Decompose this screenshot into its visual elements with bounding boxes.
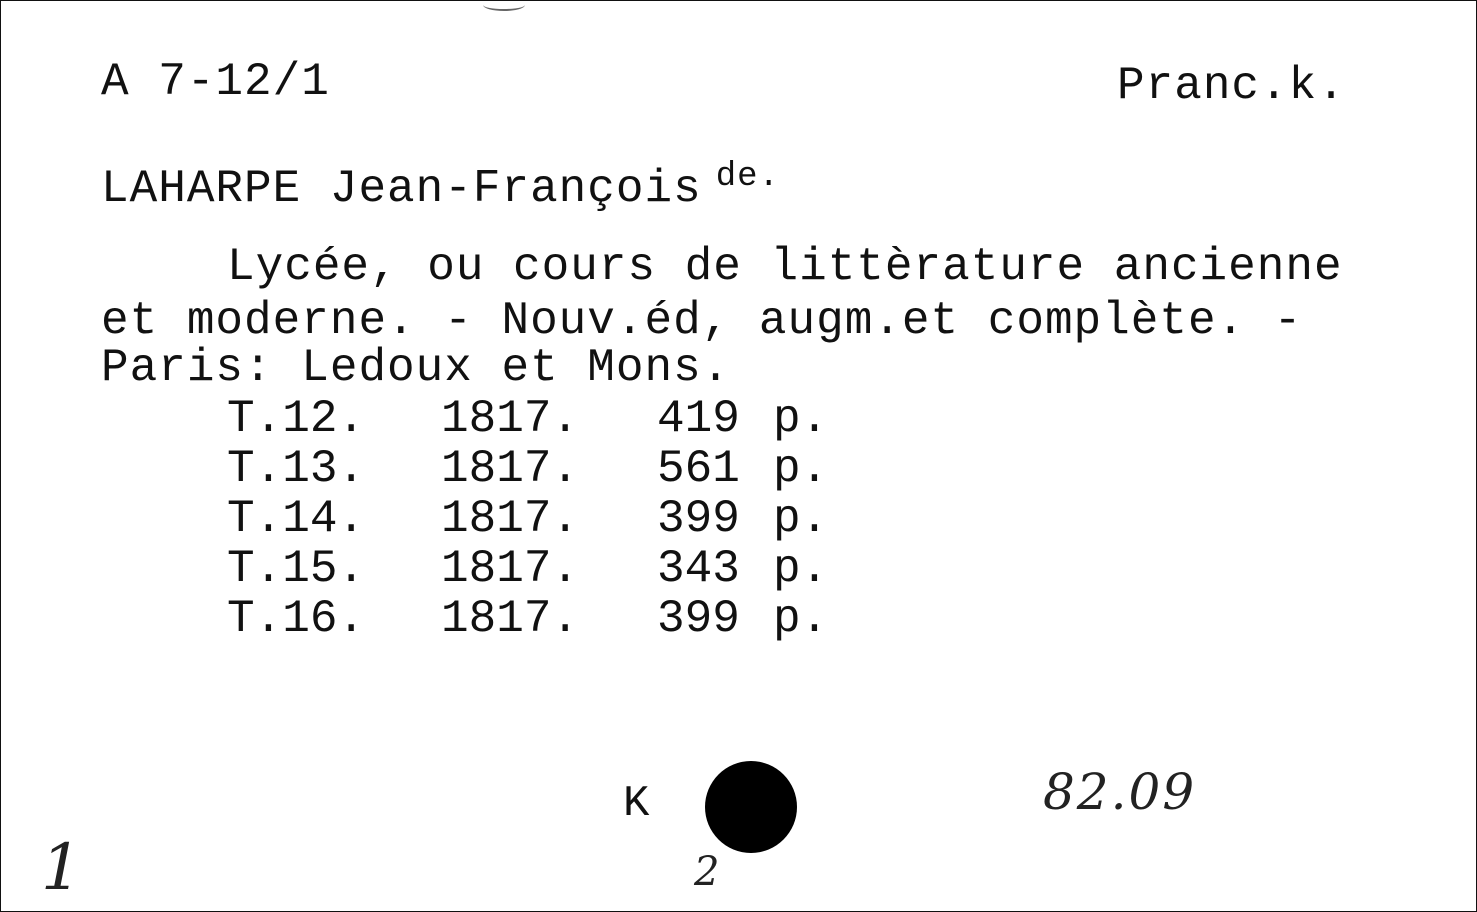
volume-pages: 399 bbox=[657, 493, 740, 545]
volume-unit: p. bbox=[773, 543, 829, 595]
title-line-1: Lycée, ou cours de littèrature ancienne bbox=[227, 241, 1343, 293]
handwritten-two: 2 bbox=[694, 849, 720, 895]
letter-mark: K bbox=[623, 779, 651, 829]
volume-tome: T.12. bbox=[227, 393, 366, 445]
volume-year: 1817. bbox=[441, 443, 580, 495]
author-heading bbox=[101, 158, 780, 215]
volume-tome: T.15. bbox=[227, 543, 366, 595]
author-name: LAHARPE Jean-François bbox=[101, 163, 702, 215]
punch-hole bbox=[705, 761, 797, 853]
volume-pages: 419 bbox=[657, 393, 740, 445]
volume-unit: p. bbox=[773, 443, 829, 495]
volume-tome: T.13. bbox=[227, 443, 366, 495]
volume-pages: 343 bbox=[657, 543, 740, 595]
title-line-2: et moderne. - Nouv.éd, augm.et complète. - bbox=[101, 295, 1303, 347]
volume-unit: p. bbox=[773, 393, 829, 445]
volume-unit: p. bbox=[773, 493, 829, 545]
card-top-mark bbox=[483, 0, 525, 11]
volume-pages: 561 bbox=[657, 443, 740, 495]
volume-year: 1817. bbox=[441, 393, 580, 445]
volume-year: 1817. bbox=[441, 543, 580, 595]
handwritten-number: 82.09 bbox=[1043, 763, 1197, 821]
volume-tome: T.14. bbox=[227, 493, 366, 545]
volume-unit: p. bbox=[773, 593, 829, 645]
author-suffix: de. bbox=[715, 158, 780, 196]
handwritten-one: 1 bbox=[41, 831, 82, 905]
call-number: A 7-12/1 bbox=[101, 56, 330, 108]
volume-pages: 399 bbox=[657, 593, 740, 645]
volume-year: 1817. bbox=[441, 593, 580, 645]
collection-mark: Pranc.k. bbox=[1117, 60, 1346, 112]
title-line-3: Paris: Ledoux et Mons. bbox=[101, 342, 731, 394]
volume-tome: T.16. bbox=[227, 593, 366, 645]
volume-year: 1817. bbox=[441, 493, 580, 545]
